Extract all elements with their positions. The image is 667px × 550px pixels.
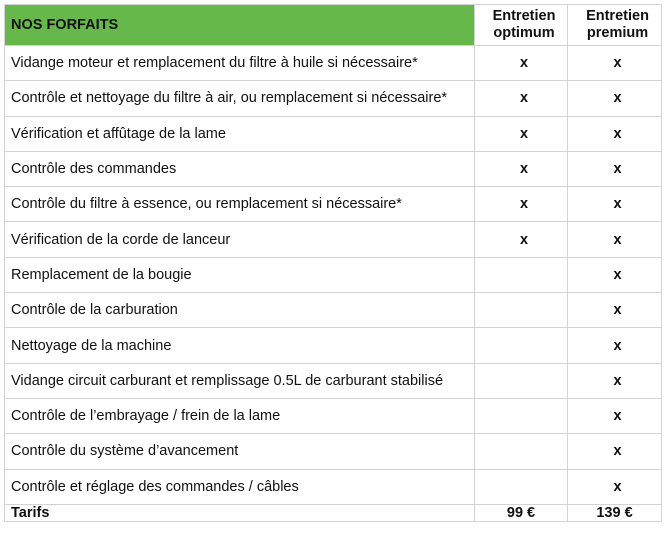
check-mark-premium: x <box>568 328 662 363</box>
table-row <box>5 434 662 469</box>
check-mark-premium: x <box>568 222 662 257</box>
check-mark-optimum <box>475 434 568 469</box>
table-header-row <box>5 5 662 46</box>
table-row <box>5 328 662 363</box>
service-label: Vidange moteur et remplacement du filtre à huile si nécessaire* <box>5 46 475 81</box>
service-label: Contrôle et réglage des commandes / câbles <box>5 469 475 504</box>
check-mark-premium: x <box>568 363 662 398</box>
service-label: Nettoyage de la machine <box>5 328 475 363</box>
tarifs-row <box>5 504 662 521</box>
check-mark-optimum <box>475 293 568 328</box>
service-label: Contrôle de l’embrayage / frein de la lame <box>5 398 475 433</box>
service-label: Contrôle et nettoyage du filtre à air, ou remplacement si nécessaire* <box>5 81 475 116</box>
service-label: Vérification et affûtage de la lame <box>5 116 475 151</box>
table-row <box>5 363 662 398</box>
table-body <box>5 46 662 505</box>
price-optimum: 99 € <box>475 504 568 521</box>
table-row <box>5 151 662 186</box>
table-row <box>5 81 662 116</box>
check-mark-premium: x <box>568 293 662 328</box>
table-row <box>5 46 662 81</box>
check-mark-optimum: x <box>475 116 568 151</box>
check-mark-optimum: x <box>475 151 568 186</box>
table-row <box>5 187 662 222</box>
column-header-optimum <box>475 5 568 46</box>
service-label: Contrôle des commandes <box>5 151 475 186</box>
check-mark-optimum <box>475 398 568 433</box>
service-label: Vérification de la corde de lanceur <box>5 222 475 257</box>
column-header-premium-line1: Entretien <box>586 8 649 24</box>
service-label: Vidange circuit carburant et remplissage 0.5L de carburant stabilisé <box>5 363 475 398</box>
check-mark-premium: x <box>568 187 662 222</box>
service-label: Remplacement de la bougie <box>5 257 475 292</box>
table-row <box>5 116 662 151</box>
column-header-optimum-line2: optimum <box>493 25 555 41</box>
table-row <box>5 293 662 328</box>
check-mark-premium: x <box>568 151 662 186</box>
service-label: Contrôle du système d’avancement <box>5 434 475 469</box>
table-title: NOS FORFAITS <box>5 5 475 46</box>
forfaits-table-container <box>4 4 662 522</box>
check-mark-optimum <box>475 257 568 292</box>
check-mark-premium: x <box>568 469 662 504</box>
column-header-premium-line2: premium <box>586 25 649 41</box>
table-row <box>5 257 662 292</box>
check-mark-optimum <box>475 363 568 398</box>
service-label: Contrôle du filtre à essence, ou remplacement si nécessaire* <box>5 187 475 222</box>
service-label: Contrôle de la carburation <box>5 293 475 328</box>
check-mark-optimum: x <box>475 46 568 81</box>
check-mark-premium: x <box>568 398 662 433</box>
check-mark-optimum: x <box>475 222 568 257</box>
check-mark-optimum <box>475 328 568 363</box>
price-premium: 139 € <box>568 504 662 521</box>
forfaits-table <box>4 4 662 522</box>
check-mark-premium: x <box>568 81 662 116</box>
check-mark-premium: x <box>568 46 662 81</box>
check-mark-premium: x <box>568 116 662 151</box>
check-mark-premium: x <box>568 434 662 469</box>
check-mark-premium: x <box>568 257 662 292</box>
tarifs-label: Tarifs <box>5 504 475 521</box>
table-row <box>5 398 662 433</box>
check-mark-optimum: x <box>475 81 568 116</box>
check-mark-optimum: x <box>475 187 568 222</box>
check-mark-optimum <box>475 469 568 504</box>
column-header-optimum-line1: Entretien <box>492 8 556 24</box>
column-header-premium <box>568 5 662 46</box>
table-row <box>5 222 662 257</box>
table-row <box>5 469 662 504</box>
